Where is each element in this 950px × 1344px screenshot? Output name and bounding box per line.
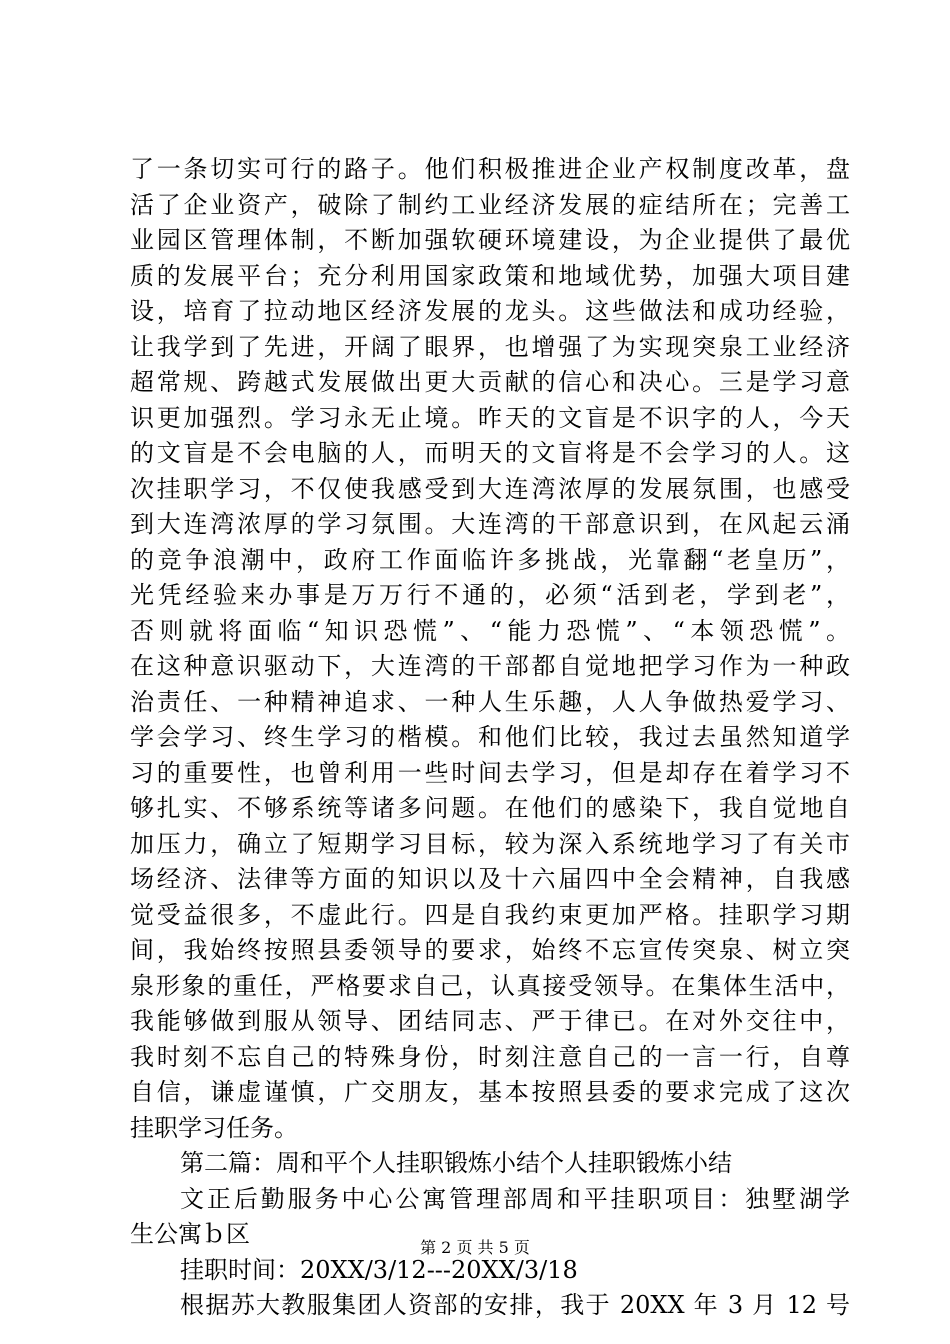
text-line: 次挂职学习，不仅使我感受到大连湾浓厚的发展氛围，也感受 bbox=[130, 474, 850, 503]
text-line: 间，我始终按照县委领导的要求，始终不忘宣传突泉、树立突 bbox=[130, 936, 850, 964]
text-line: 够扎实、不够系统等诸多问题。在他们的感染下，我自觉地自 bbox=[130, 794, 850, 822]
text-line: 习的重要性，也曾利用一些时间去学习，但是却存在着学习不 bbox=[130, 758, 850, 787]
text-line: 觉受益很多，不虚此行。四是自我约束更加严格。挂职学习期 bbox=[130, 900, 850, 929]
text-line: 让我学到了先进，开阔了眼界，也增强了为实现突泉工业经济 bbox=[130, 332, 850, 361]
text-line: 我时刻不忘自己的特殊身份，时刻注意自己的一言一行，自尊 bbox=[130, 1042, 850, 1071]
text-line: 在这种意识驱动下，大连湾的干部都自觉地把学习作为一种政 bbox=[130, 652, 850, 680]
text-line: 自信，谦虚谨慎，广交朋友，基本按照县委的要求完成了这次 bbox=[130, 1078, 850, 1106]
text-line: 的竞争浪潮中，政府工作面临许多挑战，光靠翻“老皇历”， bbox=[130, 545, 850, 574]
text-line: 的文盲是不会电脑的人，而明天的文盲将是不会学习的人。这 bbox=[130, 439, 850, 467]
text-line: 设，培育了拉动地区经济发展的龙头。这些做法和成功经验， bbox=[130, 297, 850, 325]
text-line: 挂职学习任务。 bbox=[130, 1113, 298, 1142]
text-line: 业园区管理体制，不断加强软硬环境建设，为企业提供了最优 bbox=[130, 226, 850, 254]
text-line: 治责任、一种精神追求、一种人生乐趣，人人争做热爱学习、 bbox=[130, 687, 850, 716]
text-line: 到大连湾浓厚的学习氛围。大连湾的干部意识到，在风起云涌 bbox=[130, 510, 850, 538]
text-line: 识更加强烈。学习永无止境。昨天的文盲是不识字的人，今天 bbox=[130, 403, 850, 432]
document-body bbox=[130, 152, 850, 1324]
text-line: 生公寓ｂ区 bbox=[130, 1220, 250, 1248]
text-line: 挂职时间：20XX/3/12---20XX/3/18 bbox=[180, 1255, 578, 1284]
text-line: 质的发展平台；充分利用国家政策和地域优势，加强大项目建 bbox=[130, 261, 850, 290]
page-number-footer: 第 2 页 共 5 页 bbox=[420, 1238, 530, 1257]
text-line: 学会学习、终生学习的楷模。和他们比较，我过去虽然知道学 bbox=[130, 723, 850, 751]
text-line: 活了企业资产，破除了制约工业经济发展的症结所在；完善工 bbox=[130, 190, 850, 219]
text-line: 了一条切实可行的路子。他们积极推进企业产权制度改革，盘 bbox=[130, 155, 850, 183]
text-line: 超常规、跨越式发展做出更大贡献的信心和决心。三是学习意 bbox=[130, 368, 850, 396]
text-line: 我能够做到服从领导、团结同志、严于律已。在对外交往中， bbox=[130, 1007, 850, 1035]
text-line: 否则就将面临“知识恐慌”、“能力恐慌”、“本领恐慌”。 bbox=[130, 616, 850, 645]
text-line: 场经济、法律等方面的知识以及十六届四中全会精神，自我感 bbox=[130, 865, 850, 893]
text-line: 文正后勤服务中心公寓管理部周和平挂职项目：独墅湖学 bbox=[180, 1184, 850, 1213]
section-heading: 第二篇：周和平个人挂职锻炼小结个人挂职锻炼小结 bbox=[180, 1149, 732, 1177]
text-line: 加压力，确立了短期学习目标，较为深入系统地学习了有关市 bbox=[130, 829, 850, 858]
text-line: 根据苏大教服集团人资部的安排，我于 20XX 年 3 月 12 号 bbox=[180, 1291, 850, 1319]
text-line: 泉形象的重任，严格要求自己，认真接受领导。在集体生活中， bbox=[130, 971, 850, 1000]
text-line: 光凭经验来办事是万万行不通的，必须“活到老，学到老”， bbox=[130, 581, 850, 609]
